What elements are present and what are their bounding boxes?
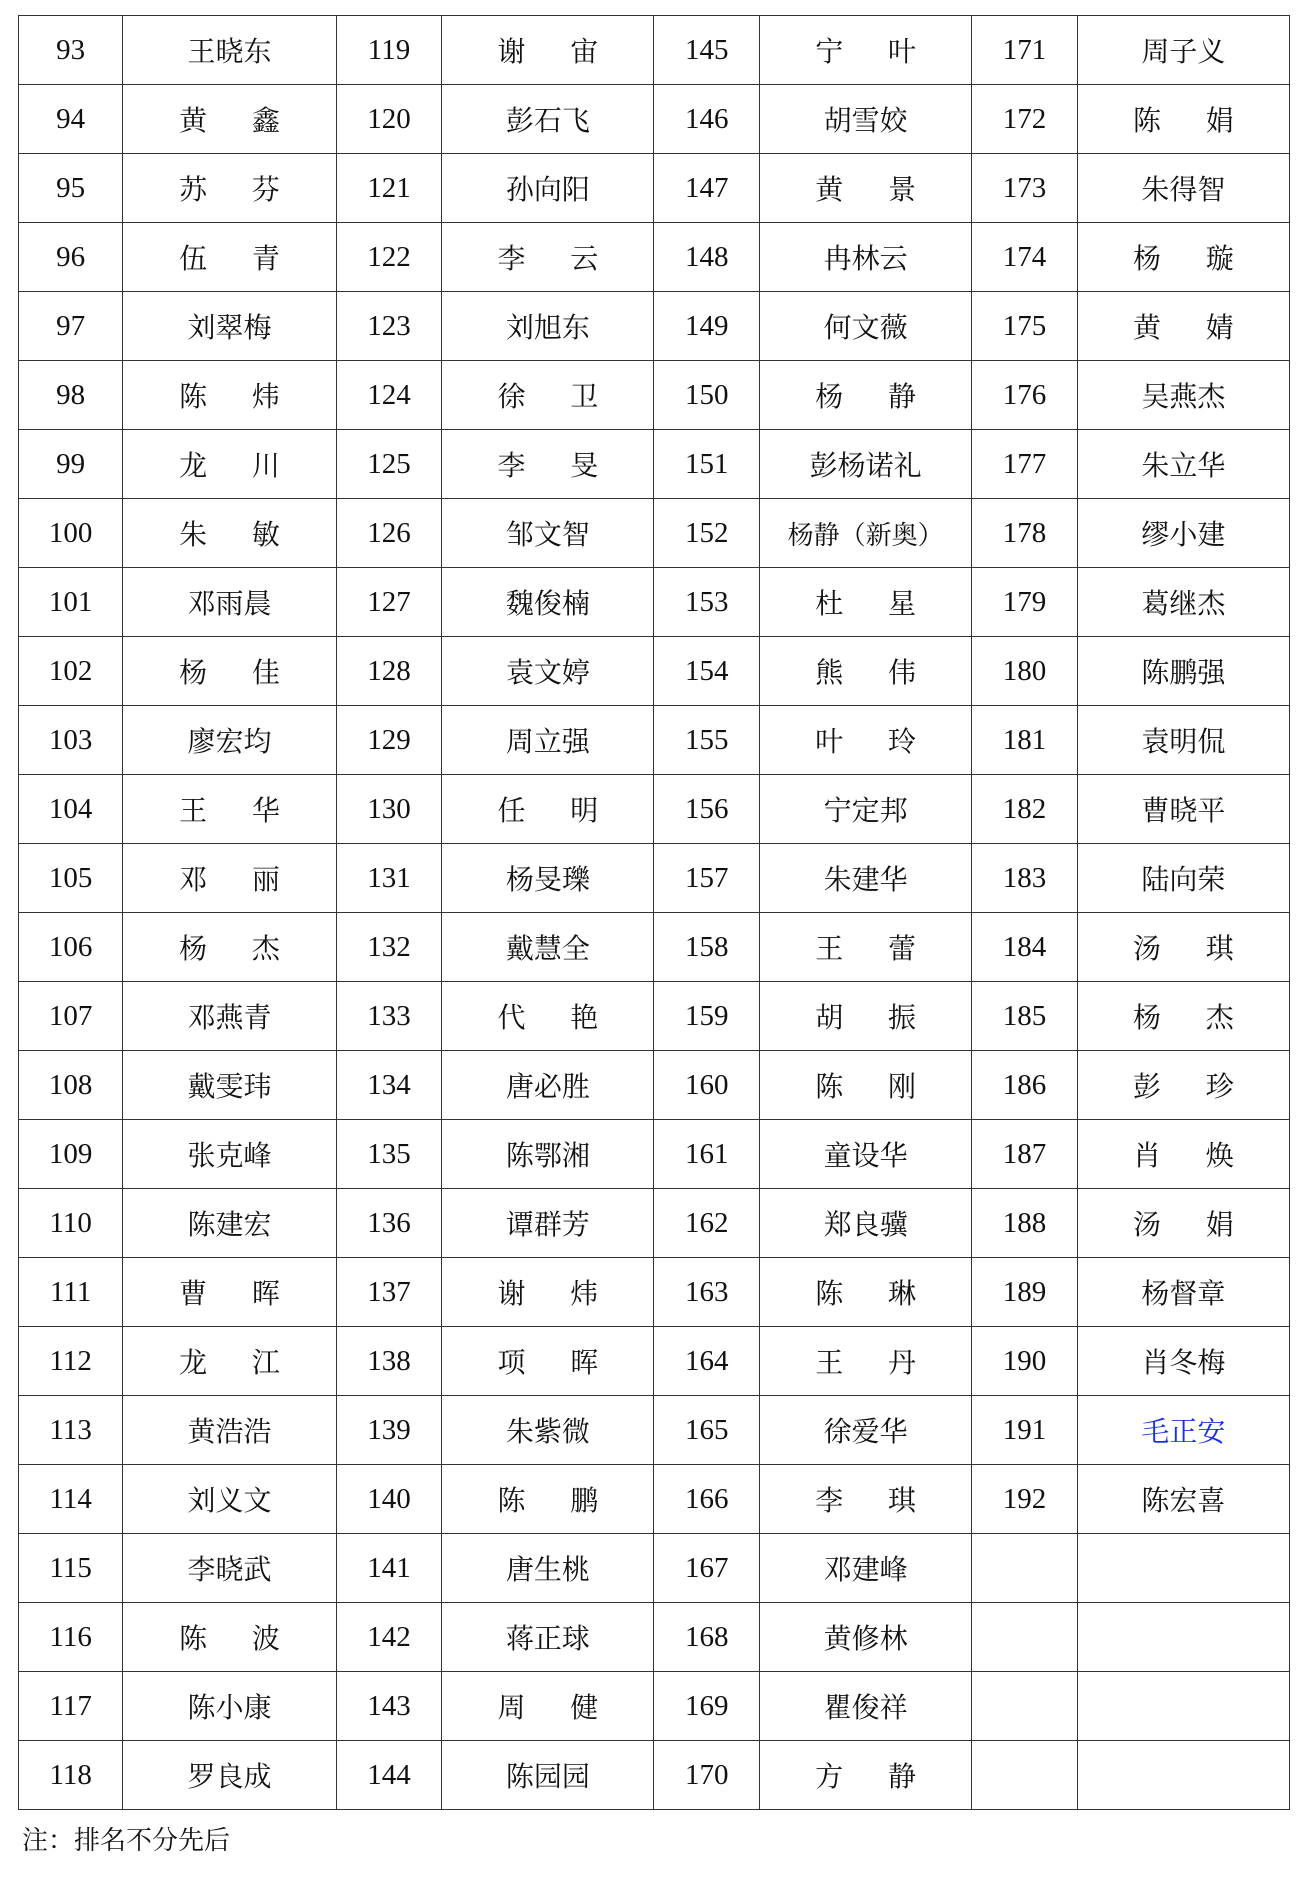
table-row (19, 1396, 1290, 1465)
rank-number-cell: 98 (19, 361, 123, 430)
person-name-cell: 伍青 (123, 223, 336, 292)
person-name-cell: 汤娟 (1077, 1189, 1289, 1258)
rank-number-cell: 173 (972, 154, 1078, 223)
person-name-cell: 缪小建 (1077, 499, 1289, 568)
person-name-cell: 葛继杰 (1077, 568, 1289, 637)
person-name-cell: 代艳 (442, 982, 654, 1051)
rank-number-cell: 105 (19, 844, 123, 913)
person-name-cell: 陈小康 (123, 1672, 336, 1741)
person-name-cell: 宁定邦 (759, 775, 971, 844)
person-name-cell: 曹晓平 (1077, 775, 1289, 844)
rank-number-cell: 116 (19, 1603, 123, 1672)
rank-number-cell: 95 (19, 154, 123, 223)
person-name-cell: 黄修林 (759, 1603, 971, 1672)
footnote: 注：排名不分先后 (22, 1826, 231, 1856)
person-name-cell: 邓雨晨 (123, 568, 336, 637)
person-name-cell: 方静 (759, 1741, 971, 1810)
rank-number-cell: 184 (972, 913, 1078, 982)
person-name-cell: 龙江 (123, 1327, 336, 1396)
rank-number-cell: 109 (19, 1120, 123, 1189)
rank-number-cell: 149 (654, 292, 760, 361)
rank-number-cell: 181 (972, 706, 1078, 775)
table-row (19, 1534, 1290, 1603)
rank-number-cell: 179 (972, 568, 1078, 637)
rank-number-cell: 139 (336, 1396, 442, 1465)
rank-number-cell: 171 (972, 16, 1078, 85)
rank-number-cell: 113 (19, 1396, 123, 1465)
table-row (19, 85, 1290, 154)
person-name-cell: 陈刚 (759, 1051, 971, 1120)
rank-number-cell: 178 (972, 499, 1078, 568)
person-name-cell: 杨旻瓅 (442, 844, 654, 913)
table-row (19, 223, 1290, 292)
person-name-cell: 黄鑫 (123, 85, 336, 154)
person-name-cell: 陈宏喜 (1077, 1465, 1289, 1534)
person-name-cell: 胡雪姣 (759, 85, 971, 154)
person-name-cell: 彭杨诺礼 (759, 430, 971, 499)
rank-number-cell: 140 (336, 1465, 442, 1534)
person-name-cell: 谢炜 (442, 1258, 654, 1327)
person-name-cell: 袁文婷 (442, 637, 654, 706)
table-body (19, 16, 1290, 1810)
person-name-cell: 汤琪 (1077, 913, 1289, 982)
rank-number-cell: 157 (654, 844, 760, 913)
rank-number-cell: 129 (336, 706, 442, 775)
person-name-cell: 邓丽 (123, 844, 336, 913)
rank-number-cell: 159 (654, 982, 760, 1051)
person-name-cell: 苏芬 (123, 154, 336, 223)
rank-number-cell: 166 (654, 1465, 760, 1534)
rank-number-cell: 101 (19, 568, 123, 637)
rank-number-cell: 103 (19, 706, 123, 775)
rank-number-cell: 161 (654, 1120, 760, 1189)
table-row (19, 1603, 1290, 1672)
rank-number-cell: 127 (336, 568, 442, 637)
person-name-cell: 李云 (442, 223, 654, 292)
rank-number-cell: 123 (336, 292, 442, 361)
person-name-cell: 刘义文 (123, 1465, 336, 1534)
person-name-cell: 陈鹏强 (1077, 637, 1289, 706)
rank-number-cell: 148 (654, 223, 760, 292)
rank-number-cell: 147 (654, 154, 760, 223)
rank-number-cell: 180 (972, 637, 1078, 706)
rank-number-cell: 132 (336, 913, 442, 982)
rank-number-cell: 110 (19, 1189, 123, 1258)
rank-number-cell (972, 1672, 1078, 1741)
person-name-cell: 熊伟 (759, 637, 971, 706)
rank-number-cell: 120 (336, 85, 442, 154)
rank-number-cell: 168 (654, 1603, 760, 1672)
person-name-cell: 李晓武 (123, 1534, 336, 1603)
rank-number-cell: 176 (972, 361, 1078, 430)
name-list-table (18, 15, 1290, 1810)
person-name-cell: 肖冬梅 (1077, 1327, 1289, 1396)
rank-number-cell: 104 (19, 775, 123, 844)
person-name-cell: 陈炜 (123, 361, 336, 430)
person-name-cell: 朱建华 (759, 844, 971, 913)
rank-number-cell: 150 (654, 361, 760, 430)
rank-number-cell: 188 (972, 1189, 1078, 1258)
table-row (19, 706, 1290, 775)
person-name-cell: 罗良成 (123, 1741, 336, 1810)
table-row (19, 1465, 1290, 1534)
rank-number-cell: 100 (19, 499, 123, 568)
person-name-cell: 邓燕青 (123, 982, 336, 1051)
person-name-cell: 戴慧全 (442, 913, 654, 982)
person-name-cell: 谭群芳 (442, 1189, 654, 1258)
table-row (19, 1051, 1290, 1120)
rank-number-cell: 153 (654, 568, 760, 637)
person-name-cell: 杨静（新奥） (759, 499, 971, 568)
rank-number-cell: 165 (654, 1396, 760, 1465)
rank-number-cell: 190 (972, 1327, 1078, 1396)
rank-number-cell: 185 (972, 982, 1078, 1051)
person-name-cell: 郑良骥 (759, 1189, 971, 1258)
person-name-cell: 朱立华 (1077, 430, 1289, 499)
rank-number-cell: 133 (336, 982, 442, 1051)
rank-number-cell: 137 (336, 1258, 442, 1327)
person-name-cell: 黄景 (759, 154, 971, 223)
person-name-cell: 唐必胜 (442, 1051, 654, 1120)
person-name-cell: 肖焕 (1077, 1120, 1289, 1189)
rank-number-cell: 107 (19, 982, 123, 1051)
rank-number-cell: 151 (654, 430, 760, 499)
rank-number-cell: 112 (19, 1327, 123, 1396)
rank-number-cell: 134 (336, 1051, 442, 1120)
person-name-cell: 胡振 (759, 982, 971, 1051)
rank-number-cell: 163 (654, 1258, 760, 1327)
rank-number-cell: 128 (336, 637, 442, 706)
person-name-cell: 陈鄂湘 (442, 1120, 654, 1189)
rank-number-cell: 182 (972, 775, 1078, 844)
table-row (19, 1741, 1290, 1810)
rank-number-cell: 106 (19, 913, 123, 982)
rank-number-cell: 130 (336, 775, 442, 844)
person-name-cell: 孙向阳 (442, 154, 654, 223)
person-name-cell: 朱得智 (1077, 154, 1289, 223)
rank-number-cell: 167 (654, 1534, 760, 1603)
rank-number-cell: 146 (654, 85, 760, 154)
table-row (19, 913, 1290, 982)
rank-number-cell: 94 (19, 85, 123, 154)
person-name-cell: 杨璇 (1077, 223, 1289, 292)
person-name-cell: 袁明侃 (1077, 706, 1289, 775)
rank-number-cell: 114 (19, 1465, 123, 1534)
person-name-cell: 张克峰 (123, 1120, 336, 1189)
rank-number-cell: 102 (19, 637, 123, 706)
rank-number-cell: 124 (336, 361, 442, 430)
rank-number-cell (972, 1534, 1078, 1603)
person-name-cell: 杨杰 (1077, 982, 1289, 1051)
person-name-cell: 冉林云 (759, 223, 971, 292)
person-name-cell: 杨静 (759, 361, 971, 430)
table-row (19, 1258, 1290, 1327)
person-name-cell: 周子义 (1077, 16, 1289, 85)
person-name-cell: 陈鹏 (442, 1465, 654, 1534)
rank-number-cell: 115 (19, 1534, 123, 1603)
person-name-cell: 魏俊楠 (442, 568, 654, 637)
table-row (19, 1327, 1290, 1396)
rank-number-cell: 111 (19, 1258, 123, 1327)
rank-number-cell: 117 (19, 1672, 123, 1741)
person-name-cell: 项晖 (442, 1327, 654, 1396)
person-name-cell: 黄浩浩 (123, 1396, 336, 1465)
person-name-cell: 唐生桃 (442, 1534, 654, 1603)
table-row (19, 982, 1290, 1051)
rank-number-cell: 136 (336, 1189, 442, 1258)
rank-number-cell: 126 (336, 499, 442, 568)
person-name-cell: 周立强 (442, 706, 654, 775)
person-name-cell: 邹文智 (442, 499, 654, 568)
person-name-cell: 曹晖 (123, 1258, 336, 1327)
person-name-cell: 杨杰 (123, 913, 336, 982)
person-name-cell: 戴雯玮 (123, 1051, 336, 1120)
person-name-cell: 邓建峰 (759, 1534, 971, 1603)
rank-number-cell: 118 (19, 1741, 123, 1810)
person-name-cell (1077, 1672, 1289, 1741)
rank-number-cell: 187 (972, 1120, 1078, 1189)
person-name-cell: 朱敏 (123, 499, 336, 568)
rank-number-cell: 155 (654, 706, 760, 775)
rank-number-cell: 170 (654, 1741, 760, 1810)
rank-number-cell: 172 (972, 85, 1078, 154)
rank-number-cell: 189 (972, 1258, 1078, 1327)
person-name-cell: 何文薇 (759, 292, 971, 361)
person-name-cell: 徐爱华 (759, 1396, 971, 1465)
table-row (19, 361, 1290, 430)
person-name-cell: 王丹 (759, 1327, 971, 1396)
rank-number-cell: 141 (336, 1534, 442, 1603)
person-name-cell: 朱紫微 (442, 1396, 654, 1465)
rank-number-cell: 160 (654, 1051, 760, 1120)
rank-number-cell: 177 (972, 430, 1078, 499)
table-row (19, 1189, 1290, 1258)
table-row (19, 1120, 1290, 1189)
rank-number-cell: 145 (654, 16, 760, 85)
table-row (19, 775, 1290, 844)
rank-number-cell: 158 (654, 913, 760, 982)
person-name-cell: 李旻 (442, 430, 654, 499)
rank-number-cell: 131 (336, 844, 442, 913)
person-name-cell: 杜星 (759, 568, 971, 637)
table-row (19, 637, 1290, 706)
rank-number-cell: 174 (972, 223, 1078, 292)
person-name-cell: 刘旭东 (442, 292, 654, 361)
person-name-cell: 叶玲 (759, 706, 971, 775)
rank-number-cell: 169 (654, 1672, 760, 1741)
person-name-cell: 任明 (442, 775, 654, 844)
person-name-cell: 周健 (442, 1672, 654, 1741)
rank-number-cell (972, 1603, 1078, 1672)
table-row (19, 154, 1290, 223)
person-name-cell: 李琪 (759, 1465, 971, 1534)
rank-number-cell: 175 (972, 292, 1078, 361)
rank-number-cell: 191 (972, 1396, 1078, 1465)
person-name-cell: 杨佳 (123, 637, 336, 706)
table-row (19, 292, 1290, 361)
person-name-cell: 吴燕杰 (1077, 361, 1289, 430)
rank-number-cell: 99 (19, 430, 123, 499)
table-row (19, 844, 1290, 913)
person-name-cell: 陈建宏 (123, 1189, 336, 1258)
rank-number-cell: 144 (336, 1741, 442, 1810)
rank-number-cell: 152 (654, 499, 760, 568)
person-name-cell: 陆向荣 (1077, 844, 1289, 913)
person-name-cell: 徐卫 (442, 361, 654, 430)
rank-number-cell: 138 (336, 1327, 442, 1396)
person-name-cell: 谢宙 (442, 16, 654, 85)
person-name-cell: 毛正安 (1077, 1396, 1289, 1465)
rank-number-cell: 186 (972, 1051, 1078, 1120)
person-name-cell: 彭珍 (1077, 1051, 1289, 1120)
rank-number-cell: 119 (336, 16, 442, 85)
person-name-cell: 龙川 (123, 430, 336, 499)
person-name-cell: 王晓东 (123, 16, 336, 85)
person-name-cell: 瞿俊祥 (759, 1672, 971, 1741)
person-name-cell: 陈琳 (759, 1258, 971, 1327)
table-row (19, 499, 1290, 568)
rank-number-cell: 156 (654, 775, 760, 844)
table-row (19, 16, 1290, 85)
rank-number-cell (972, 1741, 1078, 1810)
table-row (19, 568, 1290, 637)
person-name-cell: 王蕾 (759, 913, 971, 982)
person-name-cell: 陈娟 (1077, 85, 1289, 154)
person-name-cell: 宁叶 (759, 16, 971, 85)
person-name-cell: 彭石飞 (442, 85, 654, 154)
rank-number-cell: 183 (972, 844, 1078, 913)
person-name-cell: 王华 (123, 775, 336, 844)
rank-number-cell: 93 (19, 16, 123, 85)
person-name-cell: 廖宏均 (123, 706, 336, 775)
person-name-cell: 陈波 (123, 1603, 336, 1672)
rank-number-cell: 164 (654, 1327, 760, 1396)
person-name-cell: 蒋正球 (442, 1603, 654, 1672)
rank-number-cell: 96 (19, 223, 123, 292)
rank-number-cell: 97 (19, 292, 123, 361)
person-name-cell (1077, 1741, 1289, 1810)
person-name-cell (1077, 1603, 1289, 1672)
rank-number-cell: 162 (654, 1189, 760, 1258)
rank-number-cell: 154 (654, 637, 760, 706)
person-name-cell: 黄婧 (1077, 292, 1289, 361)
person-name-cell: 刘翠梅 (123, 292, 336, 361)
rank-number-cell: 142 (336, 1603, 442, 1672)
rank-number-cell: 108 (19, 1051, 123, 1120)
person-name-cell: 陈园园 (442, 1741, 654, 1810)
person-name-cell: 杨督章 (1077, 1258, 1289, 1327)
rank-number-cell: 143 (336, 1672, 442, 1741)
rank-number-cell: 135 (336, 1120, 442, 1189)
person-name-cell (1077, 1534, 1289, 1603)
rank-number-cell: 125 (336, 430, 442, 499)
table-row (19, 1672, 1290, 1741)
person-name-cell: 童设华 (759, 1120, 971, 1189)
rank-number-cell: 121 (336, 154, 442, 223)
rank-number-cell: 192 (972, 1465, 1078, 1534)
rank-number-cell: 122 (336, 223, 442, 292)
table-row (19, 430, 1290, 499)
